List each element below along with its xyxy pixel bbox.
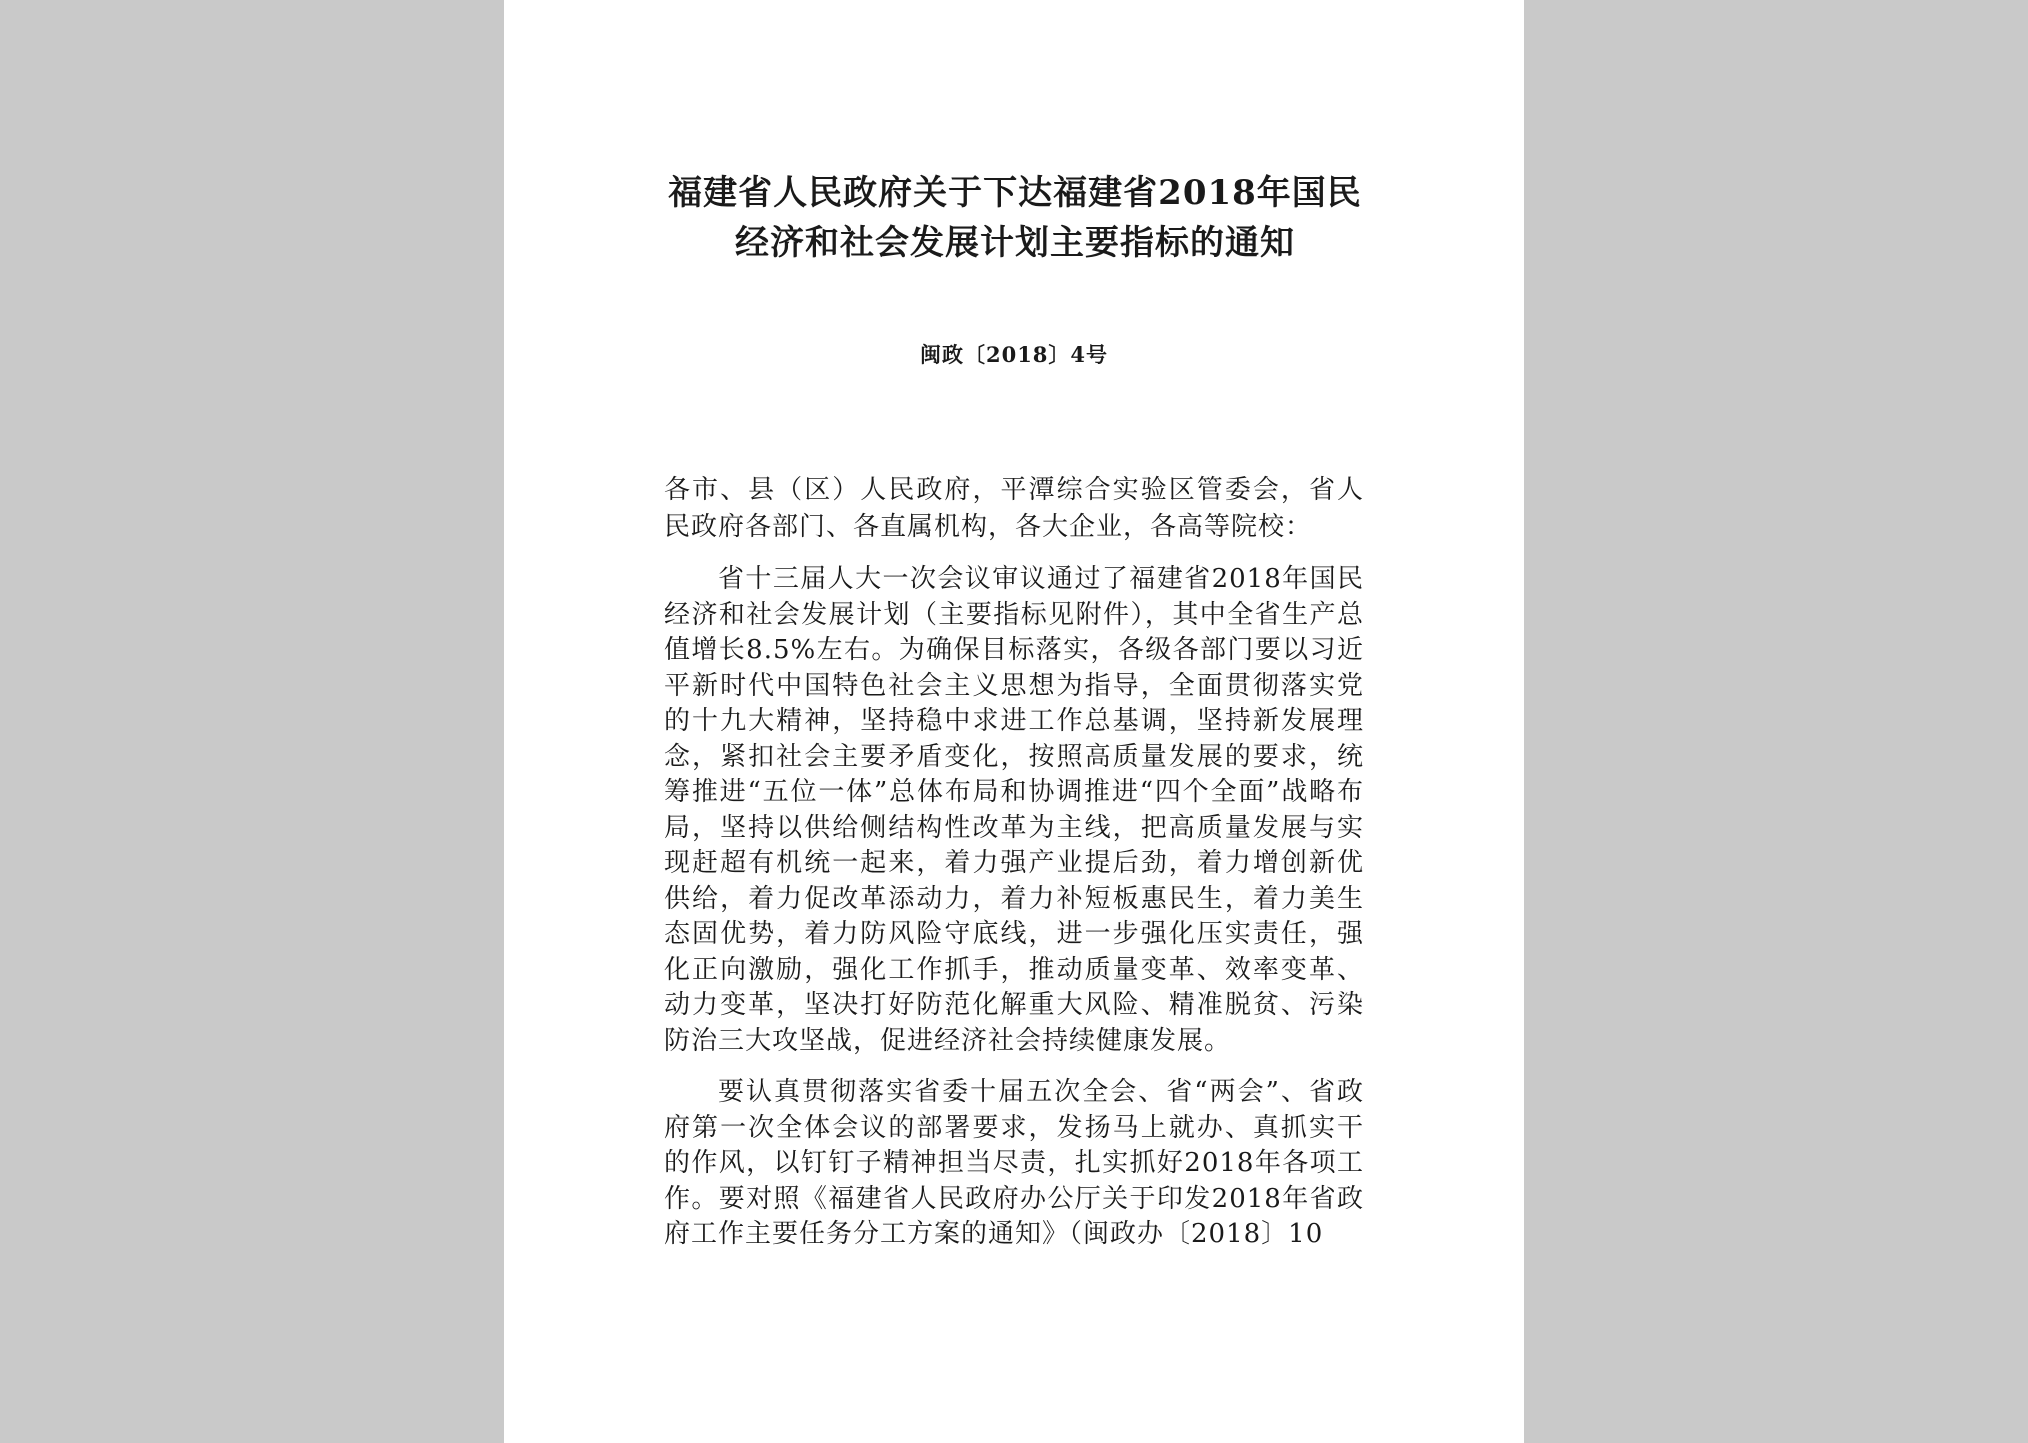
document-number: 闽政〔2018〕4号 [919,342,1109,367]
addressee-line: 各市、县（区）人民政府，平潭综合实验区管委会，省人民政府各部门、各直属机构，各大企业，各高等院校： [664,475,1364,542]
document-title: 福建省人民政府关于下达福建省2018年国民经济和社会发展计划主要指标的通知 [668,173,1362,263]
document-page [504,0,1524,1443]
body-paragraph-2: 要认真贯彻落实省委十届五次全会、省“两会”、省政府第一次全体会议的部署要求，发扬马上就办、真抓实干的作风，以钉钉子精神担当尽责，扎实抓好2018年各项工作。要对照《福建省人民政府办公厅关于印发2018年省政府工作主要任务分工方案的通知》（闽政办〔2018〕10 [664,1077,1364,1249]
body-paragraph-1: 省十三届人大一次会议审议通过了福建省2018年国民经济和社会发展计划（主要指标见附件），其中全省生产总值增长8.5%左右。为确保目标落实，各级各部门要以习近平新时代中国特色社会主义思想为指导，全面贯彻落实党的十九大精神，坚持稳中求进工作总基调，坚持新发展理念，紧扣社会主要矛盾变化，按照高质量发展的要求，统筹推进“五位一体”总体布局和协调推进“四个全面”战略布局，坚持以供给侧结构性改革为主线，把高质量发展与实现赶超有机统一起来，着力强产业提后劲，着力增创新优供给，着力促改革添动力，着力补短板惠民生，着力美生态固优势，着力防风险守底线，进一步强化压实责任，强化正向激励，强化工作抓手，推动质量变革、效率变革、动力变革，坚决打好防范化解重大风险、精准脱贫、污染防治三大攻坚战，促进经济社会持续健康发展。 [664,564,1364,1056]
